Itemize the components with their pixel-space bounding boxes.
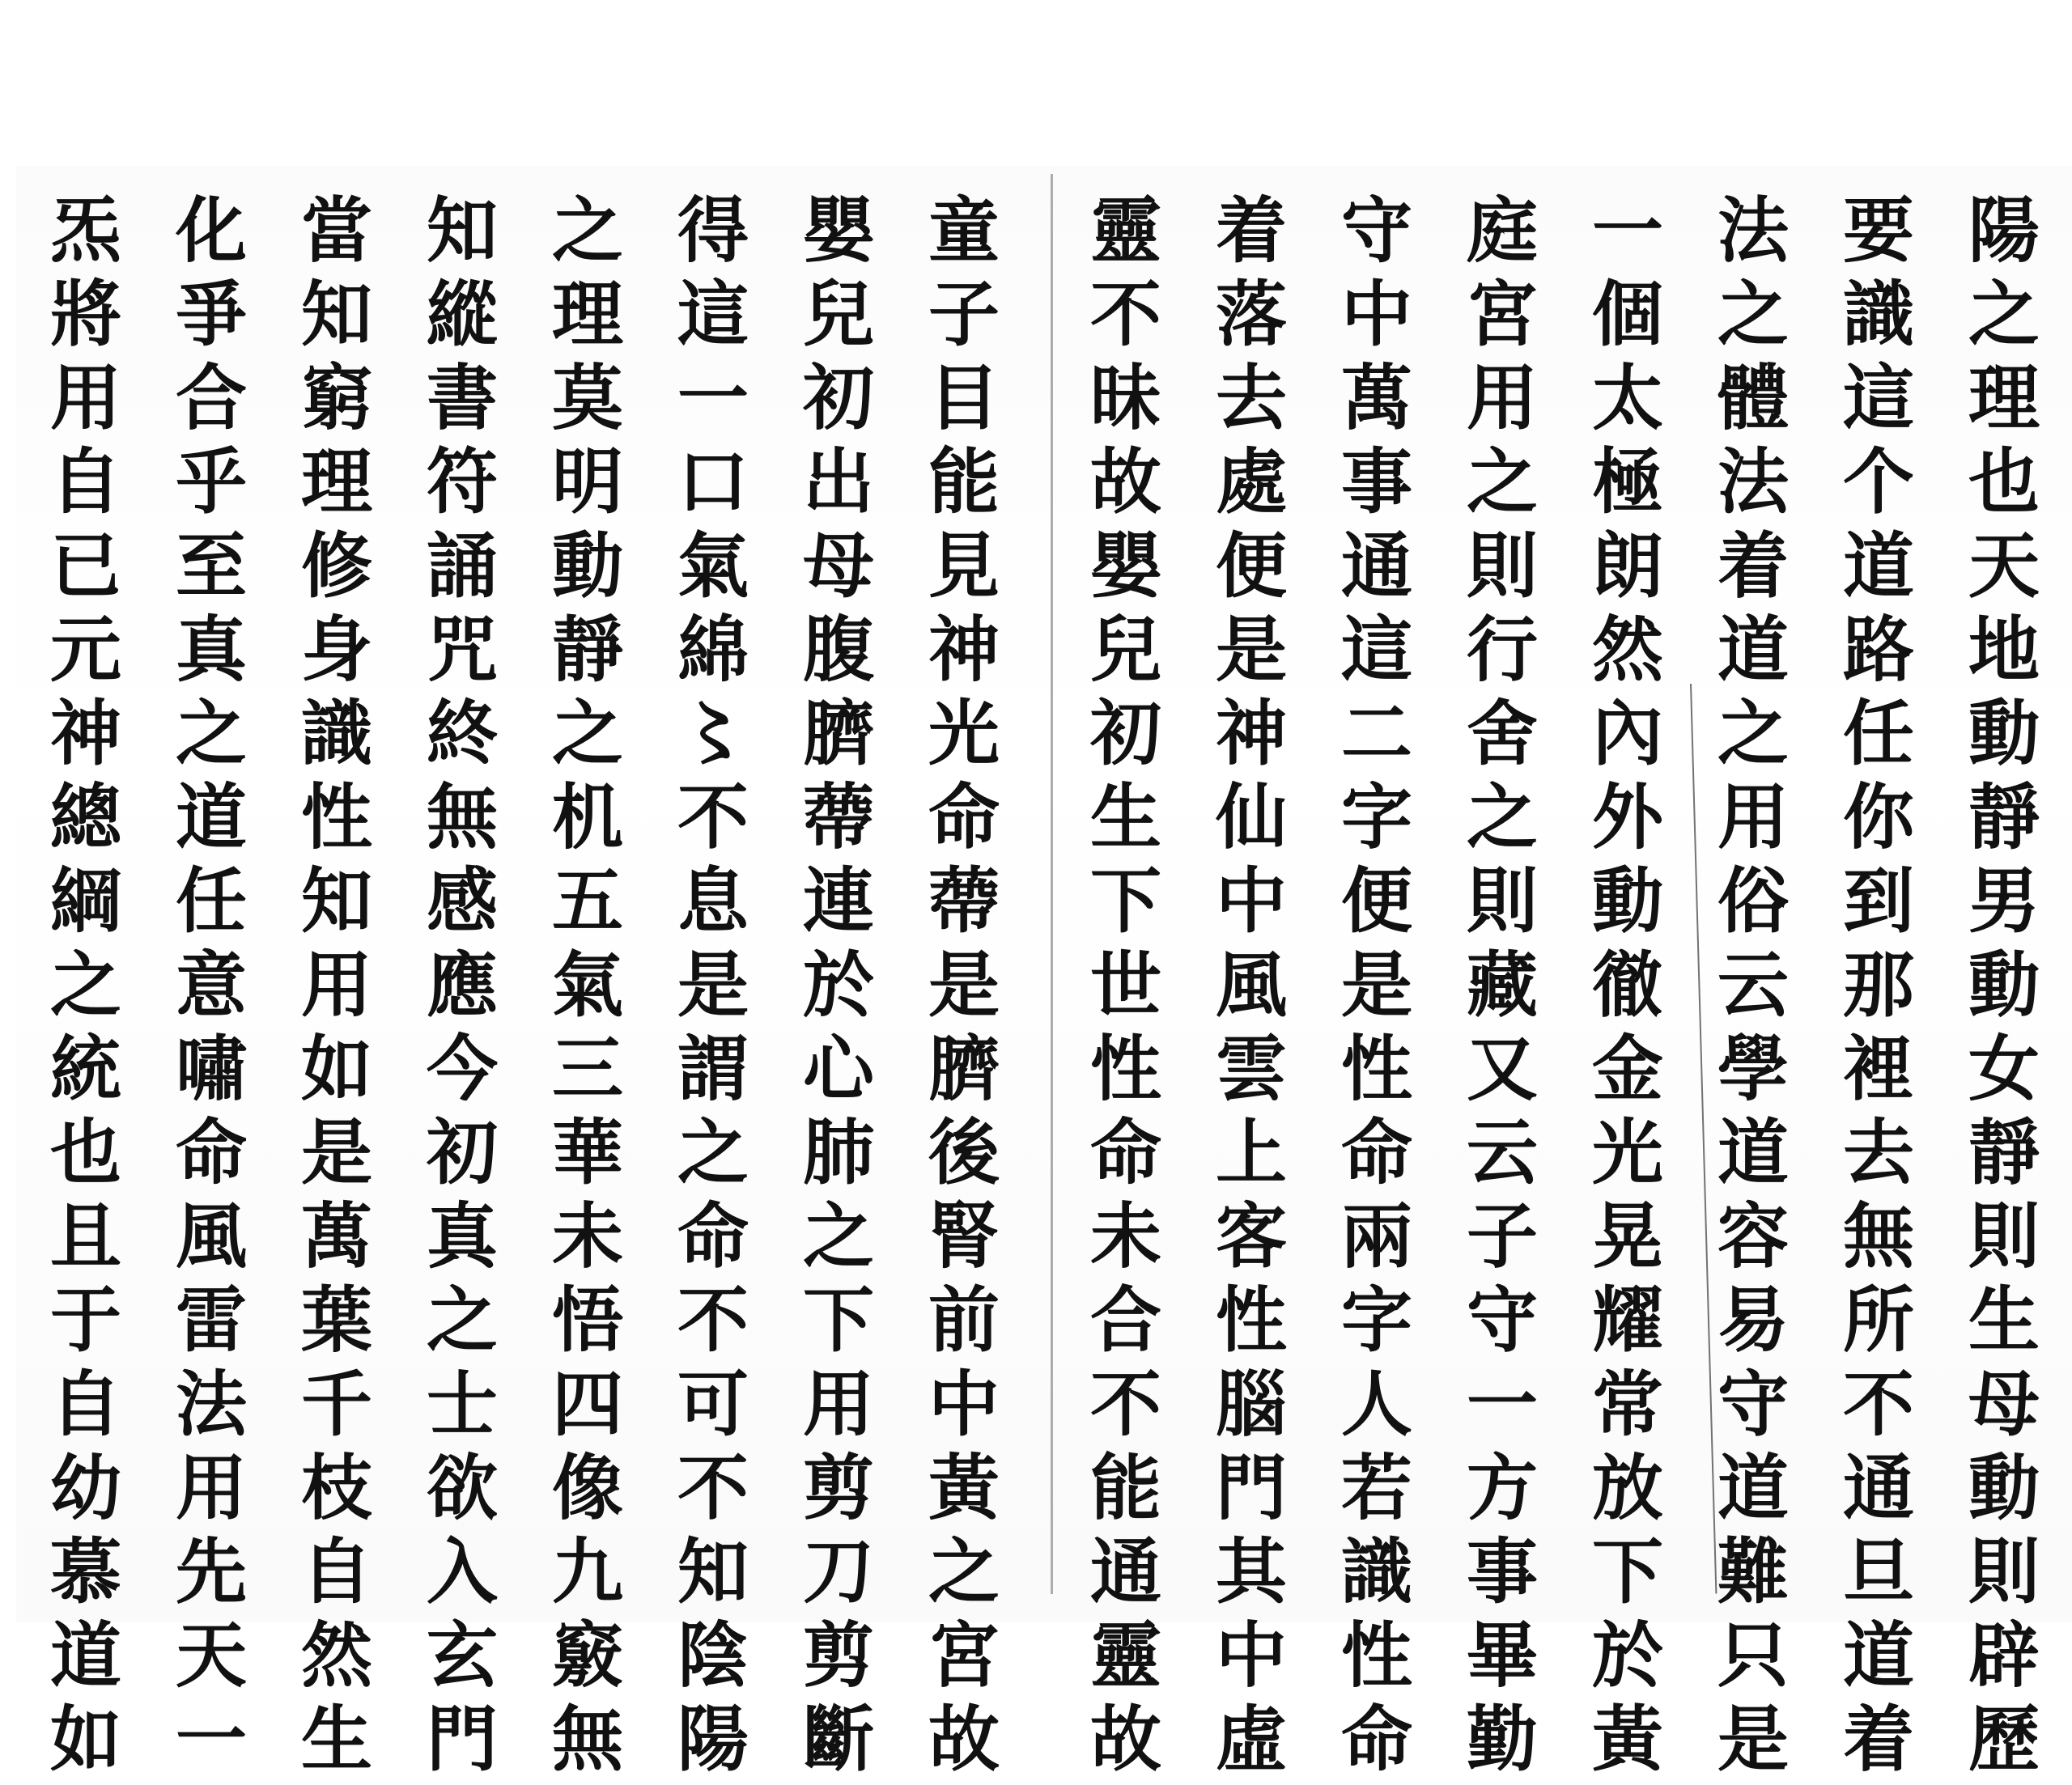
right-page-column-5: 庭宮用之則行舍之則藏又云子守一方事畢勤: [1455, 193, 1539, 1785]
right-page-column-8: 靈不昧故嬰兒初生下世性命未合不能通靈故: [1079, 193, 1163, 1785]
right-page-column-7: 着落去處便是神仙中風雲上客性腦門其中虛: [1204, 193, 1289, 1785]
right-page-column-3: 法之體法着道之用俗云學道容易守道難只是: [1706, 193, 1790, 1785]
left-page-column-8: 炁將用自已元神總綱之統也且于自幼慕道如: [39, 193, 123, 1785]
left-page-column-6: 當知窮理修身識性知用如是萬葉千枝自然生: [290, 193, 374, 1785]
left-page-column-7: 化爭合乎至真之道任意嘯命風雷法用先天一: [164, 193, 248, 1785]
left-page-column-4: 之理莫明動靜之机五氣三華未悟四像九竅無: [541, 193, 625, 1785]
left-page-column-3: 得這一口氣綿〻不息是謂之命不可不知陰陽: [666, 193, 750, 1785]
left-page-column-2: 嬰兒初出母腹臍蔕連於心肺之下用剪刀剪斷: [792, 193, 876, 1785]
right-page-column-4: 一個太極朗然內外動徹金光晃耀常放下於黃: [1581, 193, 1665, 1785]
binding-fold-line: [1051, 174, 1053, 1594]
left-page-column-1: 童子目能見神光命蔕是臍後腎前中黃之宮故: [917, 193, 1001, 1785]
left-page-column-5: 知縱書符誦咒終無感應今初真之士欲入玄門: [415, 193, 499, 1785]
right-page-column-1: 陽之理也天地動靜男動女靜則生母動則辟歷: [1957, 193, 2041, 1785]
right-page-column-6: 守中萬事通這二字便是性命兩字人若識性命: [1330, 193, 1414, 1785]
right-page-column-2: 要識這个道路任你到那裡去無所不通旦道着: [1832, 193, 1916, 1785]
